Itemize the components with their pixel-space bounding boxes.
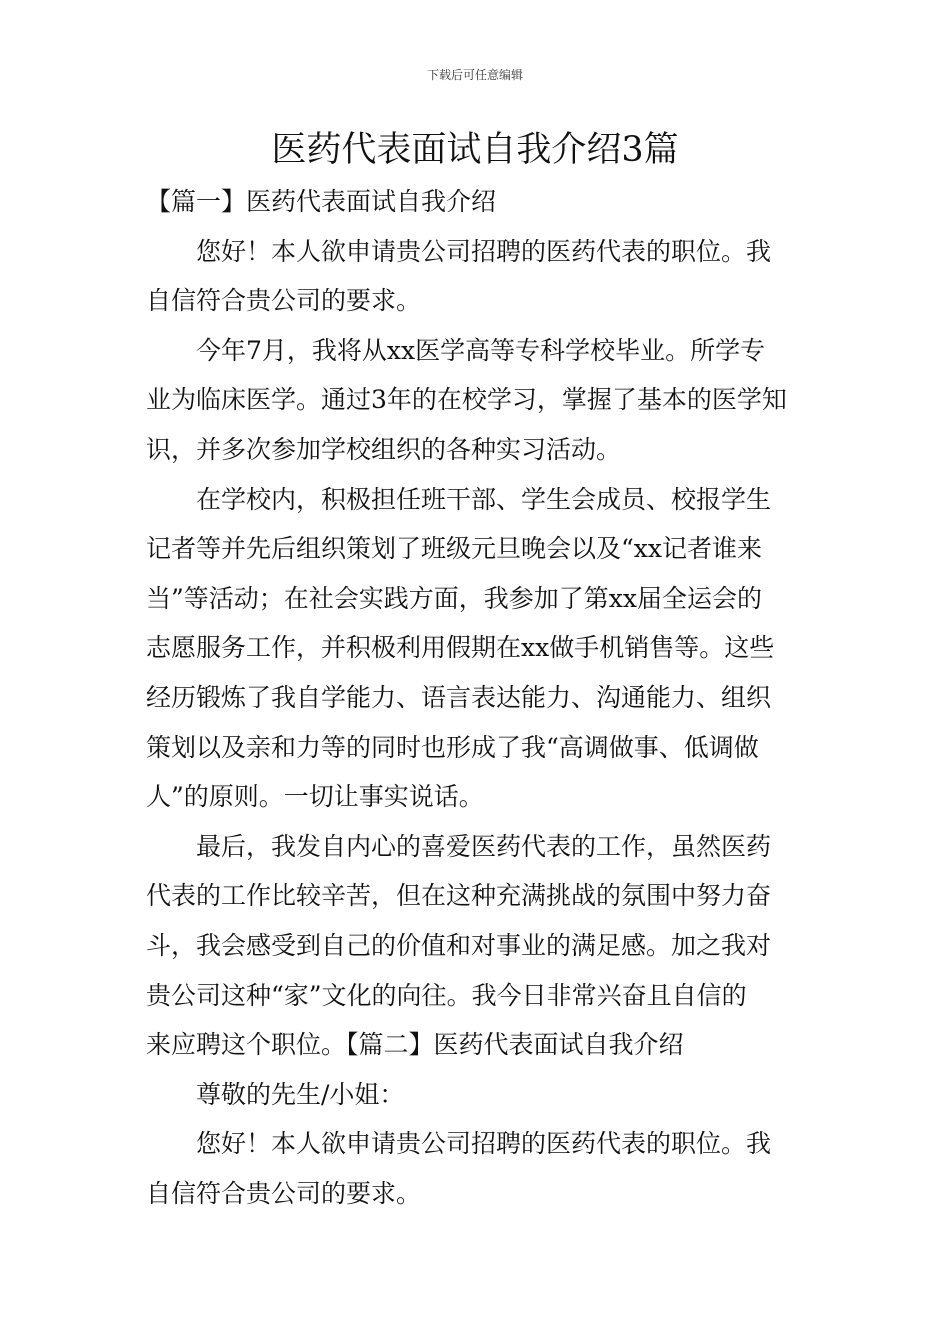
body-line: 尊敬的先生/小姐： bbox=[196, 1079, 405, 1109]
body-line: 您好！本人欲申请贵公司招聘的医药代表的职位。我 bbox=[196, 1129, 772, 1159]
body-line: 您好！本人欲申请贵公司招聘的医药代表的职位。我 bbox=[196, 236, 772, 266]
body-line: 今年7月，我将从xx医学高等专科学校毕业。所学专 bbox=[196, 335, 766, 365]
body-line: 最后，我发自内心的喜爱医药代表的工作，虽然医药 bbox=[196, 831, 772, 861]
body-line: 志愿服务工作，并积极利用假期在xx做手机销售等。这些 bbox=[146, 633, 775, 663]
body-line: 人”的原则。一切让事实说话。 bbox=[146, 782, 484, 812]
body-line: 经历锻炼了我自学能力、语言表达能力、沟通能力、组织 bbox=[146, 682, 772, 712]
body-line: 识，并多次参加学校组织的各种实习活动。 bbox=[146, 434, 622, 464]
header-note: 下载后可任意编辑 bbox=[426, 68, 523, 82]
body-line: 来应聘这个职位。【篇二】医药代表面试自我介绍 bbox=[146, 1030, 684, 1060]
body-line: 策划以及亲和力等的同时也形成了我“高调做事、低调做 bbox=[146, 732, 759, 762]
body-line: 斗，我会感受到自己的价值和对事业的满足感。加之我对 bbox=[146, 930, 772, 960]
body-line: 代表的工作比较辛苦，但在这种充满挑战的氛围中努力奋 bbox=[146, 881, 772, 911]
body-line: 自信符合贵公司的要求。 bbox=[146, 1178, 422, 1208]
body-line: 自信符合贵公司的要求。 bbox=[146, 286, 422, 316]
document-body bbox=[146, 177, 806, 1218]
body-line: 【篇一】医药代表面试自我介绍 bbox=[146, 187, 497, 216]
body-line: 在学校内，积极担任班干部、学生会成员、校报学生 bbox=[196, 484, 772, 514]
document-title: 医药代表面试自我介绍3篇 bbox=[271, 130, 679, 170]
body-line: 记者等并先后组织策划了班级元旦晚会以及“xx记者谁来 bbox=[146, 534, 762, 564]
body-line: 贵公司这种“家”文化的向往。我今日非常兴奋且自信的 bbox=[146, 980, 747, 1010]
body-line: 当”等活动；在社会实践方面，我参加了第xx届全运会的 bbox=[146, 583, 762, 613]
body-line: 业为临床医学。通过3年的在校学习，掌握了基本的医学知 bbox=[146, 385, 787, 415]
